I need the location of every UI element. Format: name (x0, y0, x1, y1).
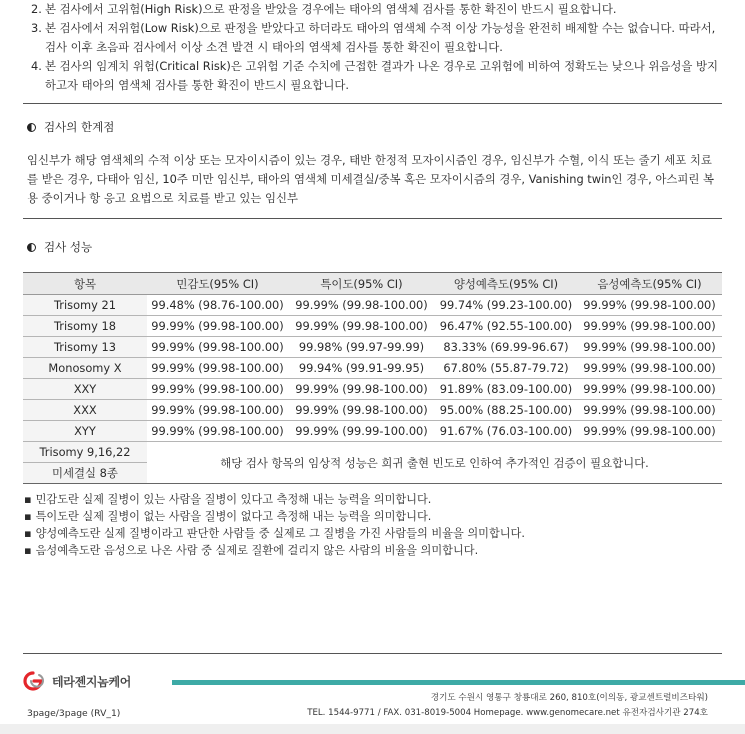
table-cell: 99.99% (99.98-100.00) (288, 400, 435, 421)
table-row (23, 379, 722, 400)
section-limits-title: 검사의 한계점 (27, 119, 114, 135)
table-cell: 99.99% (99.98-100.00) (288, 295, 435, 316)
table-cell: 83.33% (69.99-96.67) (435, 337, 577, 358)
company-address: 경기도 수원시 영통구 창룡대로 260, 810호(이의동, 광교센트럴비즈타워) (430, 693, 708, 703)
table-cell: 99.99% (99.98-100.00) (147, 337, 288, 358)
row-label: XXX (23, 400, 147, 421)
half-circle-icon (27, 123, 36, 132)
table-cell: 67.80% (55.87-79.72) (435, 358, 577, 379)
table-cell: 99.99% (99.98-100.00) (288, 316, 435, 337)
header-cell: 민감도(95% CI) (147, 273, 288, 295)
table-row (23, 421, 722, 442)
note-item: 3. 본 검사에서 저위험(Low Risk)으로 판정을 받았다고 하더라도 태아의 염색체 수적 이상 가능성을 완전히 배제할 수는 없습니다. 따라서, 검사 이후 초음파 검사에서 이상 소견 발견 시 태아의 염색체 검사를 통한 확진이 필요합니다. (31, 21, 716, 54)
table-row (23, 337, 722, 358)
table-row (23, 442, 722, 463)
table-cell: 99.99% (99.98-100.00) (577, 316, 722, 337)
table-row (23, 316, 722, 337)
row-label: Trisomy 13 (23, 337, 147, 358)
half-circle-icon (27, 243, 36, 252)
definition-item: ▪ 특이도란 실제 질병이 없는 사람을 질병이 없다고 측정해 내는 능력을 의미합니다. (24, 508, 525, 525)
table-row (23, 400, 722, 421)
table-cell: 91.89% (83.09-100.00) (435, 379, 577, 400)
table-cell: 99.99% (99.98-100.00) (577, 379, 722, 400)
section-performance-title: 검사 성능 (27, 239, 92, 255)
table-cell: 99.99% (99.98-100.00) (288, 379, 435, 400)
divider (23, 218, 722, 219)
table-cell: 99.99% (99.98-100.00) (147, 316, 288, 337)
table-cell: 91.67% (76.03-100.00) (435, 421, 577, 442)
table-cell: 99.99% (99.99-100.00) (288, 421, 435, 442)
table-cell: 99.48% (98.76-100.00) (147, 295, 288, 316)
table-cell: 99.98% (99.97-99.99) (288, 337, 435, 358)
performance-table (23, 272, 722, 484)
company-name: 테라젠지놈케어 (52, 674, 132, 689)
company-logo (19, 670, 131, 692)
definition-item: ▪ 음성예측도란 음성으로 나온 사람 중 실제로 질환에 걸리지 않은 사람의 비율을 의미합니다. (24, 542, 525, 559)
definition-item: ▪ 양성예측도란 실제 질병이라고 판단한 사람들 중 실제로 그 질병을 가진 사람들의 비율을 의미합니다. (24, 525, 525, 542)
table-cell: 99.99% (99.98-100.00) (147, 400, 288, 421)
company-contact: TEL. 1544-9771 / FAX. 031-8019-5004 Homepage. www.genomecare.net 유전자검사기관 274호 (307, 708, 708, 718)
table-row (23, 358, 722, 379)
table-cell: 96.47% (92.55-100.00) (435, 316, 577, 337)
table-row (23, 295, 722, 316)
table-cell: 99.74% (99.23-100.00) (435, 295, 577, 316)
table-cell: 99.99% (99.98-100.00) (147, 421, 288, 442)
bottom-band (0, 724, 745, 734)
notes-list (27, 0, 722, 95)
table-cell: 95.00% (88.25-100.00) (435, 400, 577, 421)
divider (23, 103, 722, 104)
table-cell: 99.99% (99.98-100.00) (577, 421, 722, 442)
table-cell: 99.94% (99.91-99.95) (288, 358, 435, 379)
row-label: XXY (23, 379, 147, 400)
header-cell: 양성예측도(95% CI) (435, 273, 577, 295)
header-cell: 항목 (23, 273, 147, 295)
table-cell: 99.99% (99.98-100.00) (577, 400, 722, 421)
row-label: Monosomy X (23, 358, 147, 379)
row-label: Trisomy 21 (23, 295, 147, 316)
extra-note: 해당 검사 항목의 임상적 성능은 희귀 출현 빈도로 인하여 추가적인 검증이 필요합니다. (147, 442, 722, 484)
row-label: Trisomy 18 (23, 316, 147, 337)
note-item: 2. 본 검사에서 고위험(High Risk)으로 판정을 받았을 경우에는 태아의 염색체 검사를 통한 확진이 반드시 필요합니다. (31, 2, 617, 16)
page-number: 3page/3page (RV_1) (27, 708, 121, 719)
header-cell: 특이도(95% CI) (288, 273, 435, 295)
row-label: Trisomy 9,16,22 (23, 442, 147, 463)
genome-logo-icon (19, 670, 49, 692)
table-cell: 99.99% (99.98-100.00) (147, 358, 288, 379)
footer-accent-bar (172, 680, 745, 685)
row-label: 미세결실 8종 (23, 463, 147, 484)
table-header-row (23, 273, 722, 295)
table-cell: 99.99% (99.98-100.00) (577, 358, 722, 379)
definition-item: ▪ 민감도란 실제 질병이 있는 사람을 질병이 있다고 측정해 내는 능력을 의미합니다. (24, 491, 525, 508)
note-item: 4. 본 검사의 임계치 위험(Critical Risk)은 고위험 기준 수치에 근접한 결과가 나온 경우로 고위험에 비하여 정확도는 낮으나 위음성을 방지하고자 태아의 염색체 검사를 통한 확진이 반드시 필요합니다. (31, 59, 719, 92)
header-cell: 음성예측도(95% CI) (577, 273, 722, 295)
table-cell: 99.99% (99.98-100.00) (577, 295, 722, 316)
definitions-list (24, 491, 525, 559)
table-cell: 99.99% (99.98-100.00) (147, 379, 288, 400)
table-cell: 99.99% (99.98-100.00) (577, 337, 722, 358)
footer-divider (23, 653, 722, 654)
row-label: XYY (23, 421, 147, 442)
limits-text: 임신부가 해당 염색체의 수적 이상 또는 모자이시즘이 있는 경우, 태반 한정적 모자이시즘인 경우, 임신부가 수혈, 이식 또는 줄기 세포 치료를 받은 경우, 다태아 임신, 10주 미만 임신부, 태아의 염색체 미세결실/중복 혹은 모자이시즘의 경우, Vanishing twin인 경우, 아스피린 복용 중이거나 항 응고 요법으로 치료를 받고 있는 임신부 (27, 153, 714, 205)
